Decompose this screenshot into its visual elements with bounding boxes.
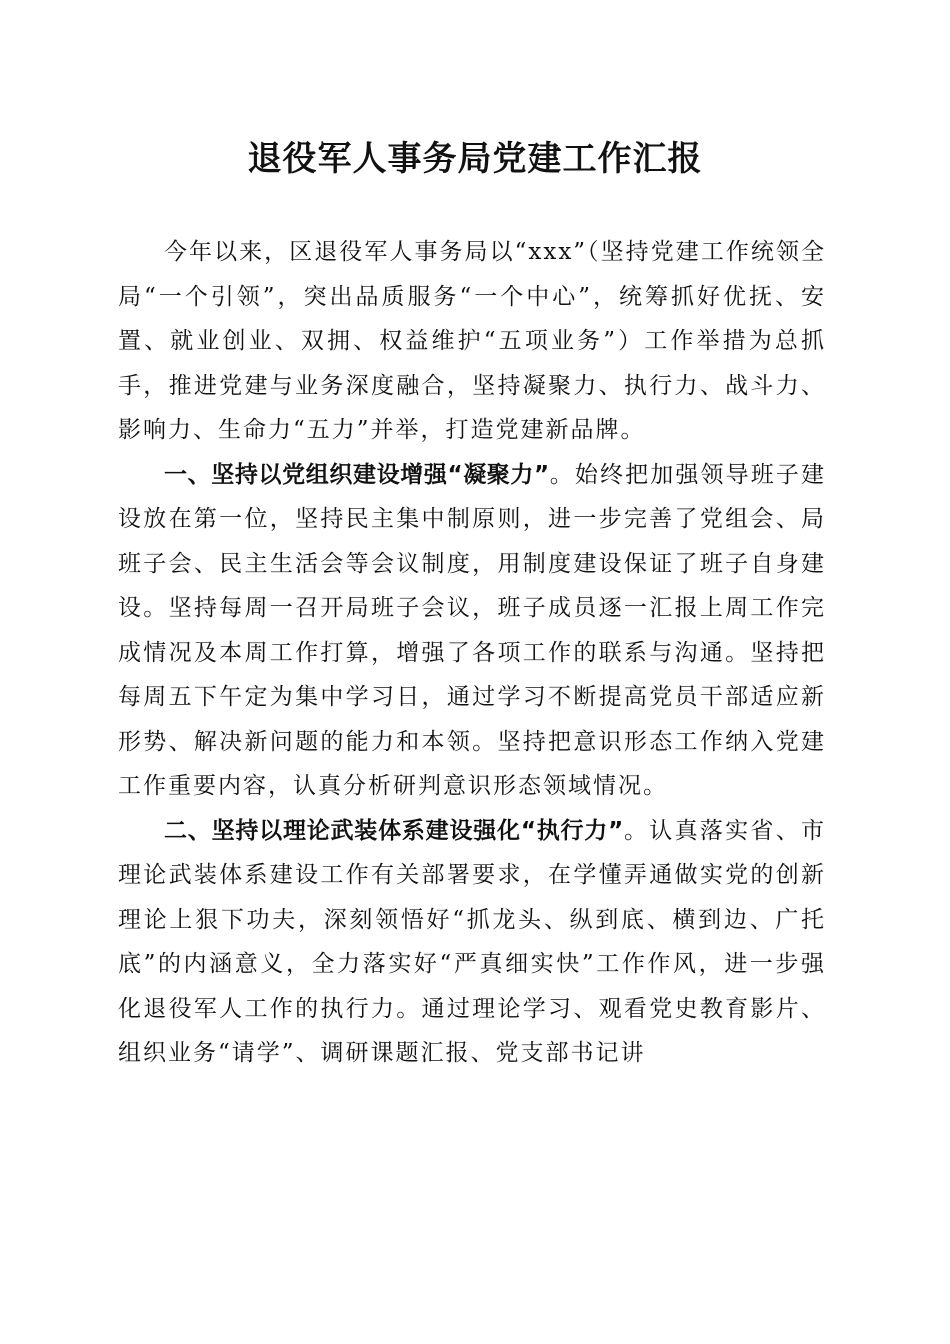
section-2-body: 。认真落实省、市理论武装体系建设工作有关部署要求，在学懂弄通做实党的创新理论上狠下功夫，深刻领悟好“抓龙头、纵到底、横到边、广托底”的内涵意义，全力落实好“严真细实快”工作作风，进一步强化退役军人工作的执行力。通过理论学习、观看党史教育影片、组织业务“请学”、调研课题汇报、党支部书记讲 (118, 817, 827, 1066)
document-title: 退役军人事务局党建工作汇报 (247, 139, 703, 179)
document-body (118, 230, 826, 1076)
section-1-body: 。始终把加强领导班子建设放在第一位，坚持民主集中制原则，进一步完善了党组会、局班子会、民主生活会等会议制度，用制度建设保证了班子自身建设。坚持每周一召开局班子会议，班子成员逐一汇报上周工作完成情况及本周工作打算，增强了各项工作的联系与沟通。坚持把每周五下午定为集中学习日，通过学习不断提高党员干部适应新形势、解决新问题的能力和本领。坚持把意识形态工作纳入党建工作重要内容，认真分析研判意识形态领域情况。 (118, 461, 827, 799)
intro-paragraph: 今年以来，区退役军人事务局以“xxx”（坚持党建工作统领全局“一个引领”，突出品质服务“一个中心”，统筹抓好优抚、安置、就业创业、双拥、权益维护“五项业务”）工作举措为总抓手，推进党建与业务深度融合，坚持凝聚力、执行力、战斗力、影响力、生命力“五力”并举，打造党建新品牌。 (118, 239, 826, 443)
section-2-heading: 二、坚持以理论武装体系建设强化“执行力” (164, 817, 624, 844)
section-1-paragraph (118, 453, 826, 809)
section-1-heading: 一、坚持以党组织建设增强“凝聚力” (164, 461, 550, 488)
section-2-paragraph (118, 809, 826, 1076)
